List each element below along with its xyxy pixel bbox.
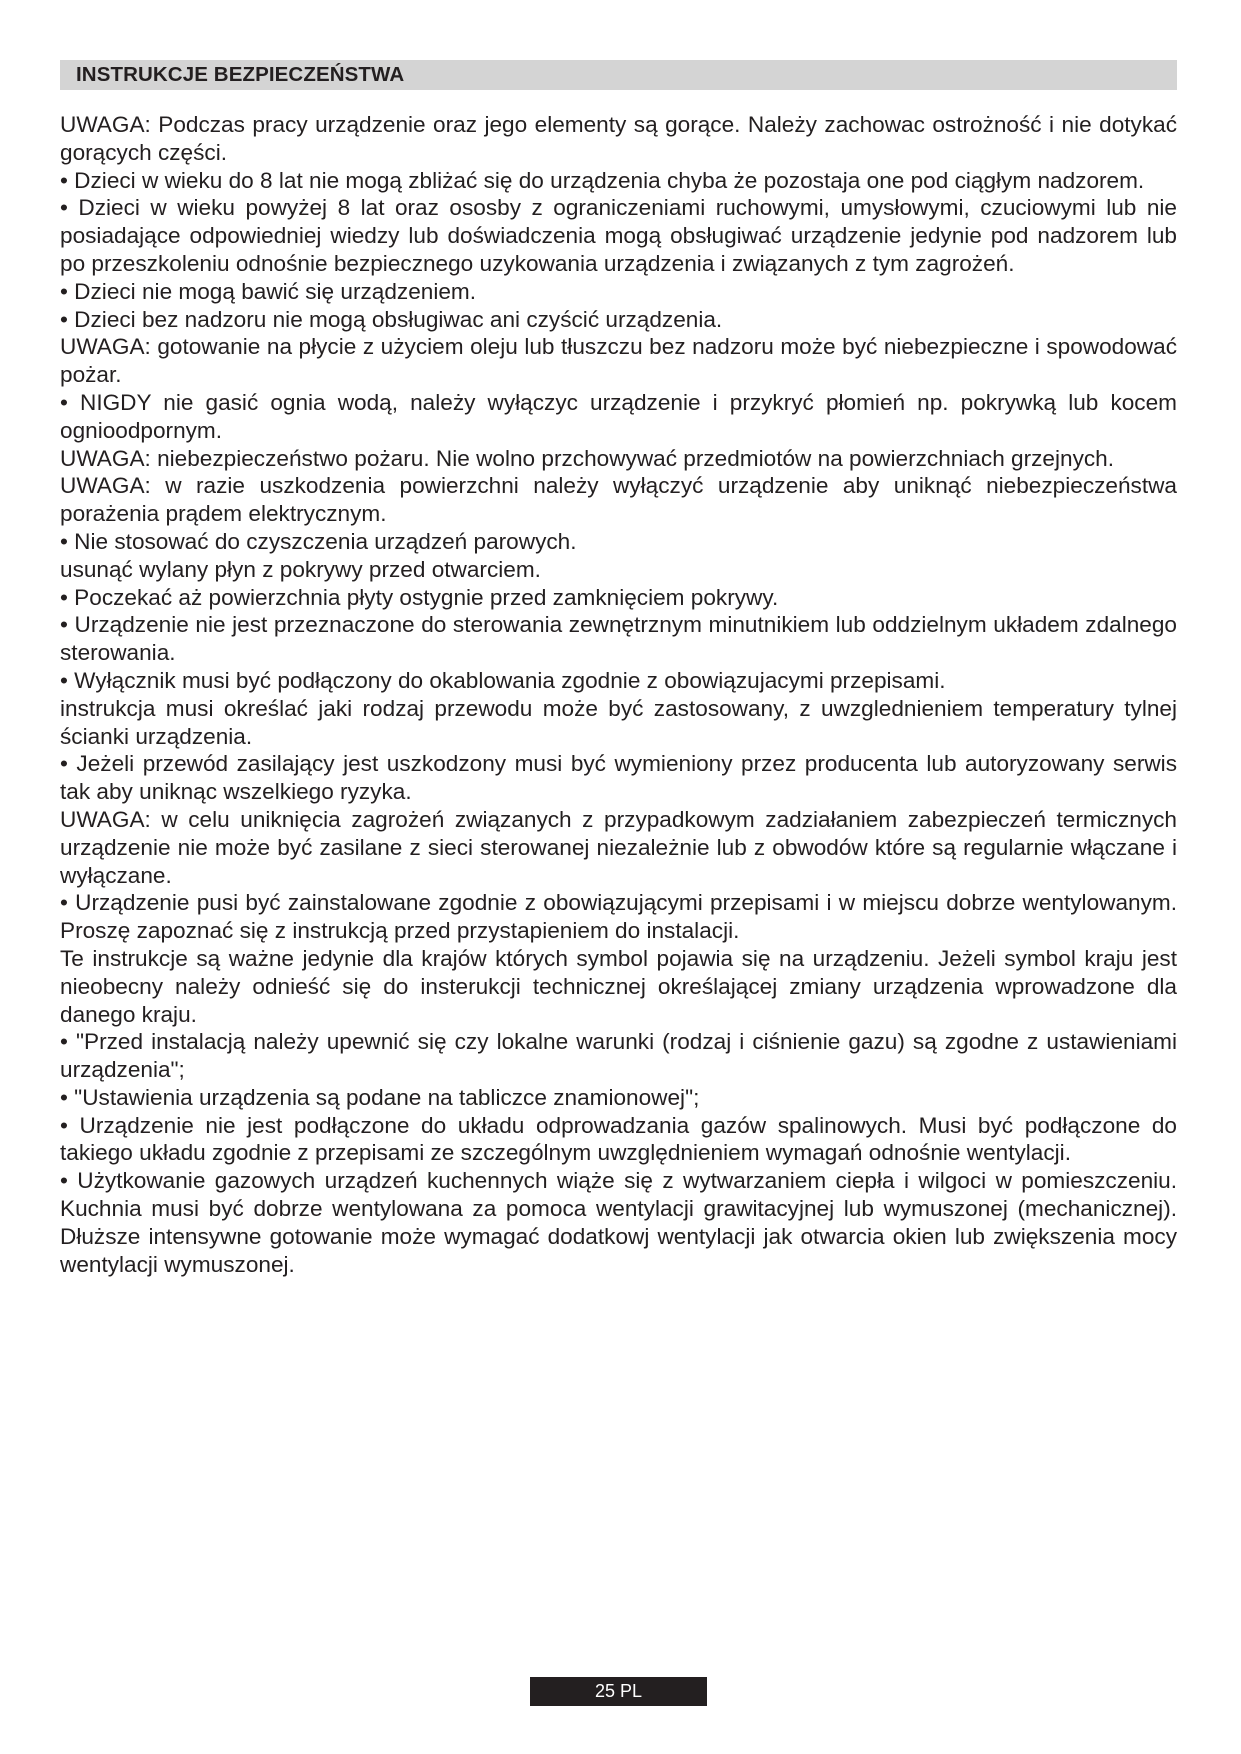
paragraph: UWAGA: w razie uszkodzenia powierzchni należy wyłączyć urządzenie aby uniknąć niebezpieczeństwa porażenia prądem elektrycznym.	[60, 473, 1177, 527]
paragraph: UWAGA: gotowanie na płycie z użyciem oleju lub tłuszczu bez nadzoru może być niebezpieczne i spowodować pożar.	[60, 334, 1177, 388]
paragraph: • NIGDY nie gasić ognia wodą, należy wyłączyc urządzenie i przykryć płomień np. pokrywką lub kocem ognioodpornym.	[60, 389, 1177, 443]
paragraph: • Jeżeli przewód zasilający jest uszkodzony musi być wymieniony przez producenta lub autoryzowany serwis tak aby uniknąc wszelkiego ryzyka.	[60, 751, 1177, 805]
paragraph: • "Przed instalacją należy upewnić się czy lokalne warunki (rodzaj i ciśnienie gazu) są zgodne z ustawieniami urządzenia";	[60, 1029, 1177, 1083]
paragraph: • Dzieci w wieku do 8 lat nie mogą zbliżać się do urządzenia chyba że pozostaja one pod ciągłym nadzorem.	[60, 167, 1145, 193]
paragraph: UWAGA: niebezpieczeństwo pożaru. Nie wolno przchowywać przedmiotów na powierzchniach grzejnych.	[60, 445, 1115, 471]
paragraph: • Poczekać aż powierzchnia płyty ostygnie przed zamknięciem pokrywy.	[60, 584, 779, 610]
paragraph: Te instrukcje są ważne jedynie dla krajów których symbol pojawia się na urządzeniu. Jeżeli symbol kraju jest nieobecny należy odnieść się do insterukcji technicznej określającej zmiany urządzenia wprowadzone dla danego kraju.	[60, 945, 1177, 1027]
paragraph: • Wyłącznik musi być podłączony do okablowania zgodnie z obowiązujacymi przepisami.	[60, 667, 946, 693]
paragraph: UWAGA: Podczas pracy urządzenie oraz jego elementy są gorące. Należy zachowac ostrożność i nie dotykać gorących części.	[60, 112, 1177, 165]
paragraph: usunąć wylany płyn z pokrywy przed otwarciem.	[60, 556, 541, 582]
paragraph: • Urządzenie pusi być zainstalowane zgodnie z obowiązującymi przepisami i w miejscu dobrze wentylowanym. Proszę zapoznać się z instrukcją przed przystapieniem do instalacji.	[60, 890, 1177, 944]
page-number: 25 PL	[530, 1677, 707, 1706]
safety-instructions-body	[60, 111, 1177, 1278]
paragraph: • Urządzenie nie jest podłączone do układu odprowadzania gazów spalinowych. Musi być podłączone do takiego układu zgodnie z przepisami ze szczególnym uwzględnieniem wymagań odnośnie wentylacji.	[60, 1112, 1177, 1166]
paragraph: • Dzieci nie mogą bawić się urządzeniem.	[60, 278, 477, 304]
section-header	[60, 60, 1177, 90]
paragraph: • Dzieci w wieku powyżej 8 lat oraz ososby z ograniczeniami ruchowymi, umysłowymi, czuciowymi lub nie posiadające odpowiedniej wiedzy lub doświadczenia mogą obsługiwać urządzenie jedynie pod nadzorem lub po przeszkoleniu odnośnie bezpiecznego uzykowania urządzenia i związanych z tym zagrożeń.	[60, 195, 1177, 276]
paragraph: • "Ustawienia urządzenia są podane na tabliczce znamionowej";	[60, 1084, 700, 1110]
paragraph: instrukcja musi określać jaki rodzaj przewodu może być zastosowany, z uwzglednieniem temperatury tylnej ścianki urządzenia.	[60, 695, 1177, 749]
paragraph: • Nie stosować do czyszczenia urządzeń parowych.	[60, 528, 577, 554]
paragraph: • Dzieci bez nadzoru nie mogą obsługiwac ani czyścić urządzenia.	[60, 306, 723, 332]
section-title: INSTRUKCJE BEZPIECZEŃSTWA	[76, 63, 405, 86]
paragraph: • Urządzenie nie jest przeznaczone do sterowania zewnętrznym minutnikiem lub oddzielnym układem zdalnego sterowania.	[60, 612, 1177, 666]
paragraph: • Użytkowanie gazowych urządzeń kuchennych wiąże się z wytwarzaniem ciepła i wilgoci w pomieszczeniu. Kuchnia musi być dobrze wentylowana za pomoca wentylacji grawitacyjnej lub wymuszonej (mechanicznej). Dłuższe intensywne gotowanie może wymagać dodatkowj wentylacji jak otwarcia okien lub zwiększenia mocy wentylacji wymuszonej.	[60, 1168, 1177, 1277]
paragraph: UWAGA: w celu uniknięcia zagrożeń związanych z przypadkowym zadziałaniem zabezpieczeń termicznych urządzenie nie może być zasilane z sieci sterowanej niezależnie lub z obwodów które są regularnie włączane i wyłączane.	[60, 806, 1177, 888]
